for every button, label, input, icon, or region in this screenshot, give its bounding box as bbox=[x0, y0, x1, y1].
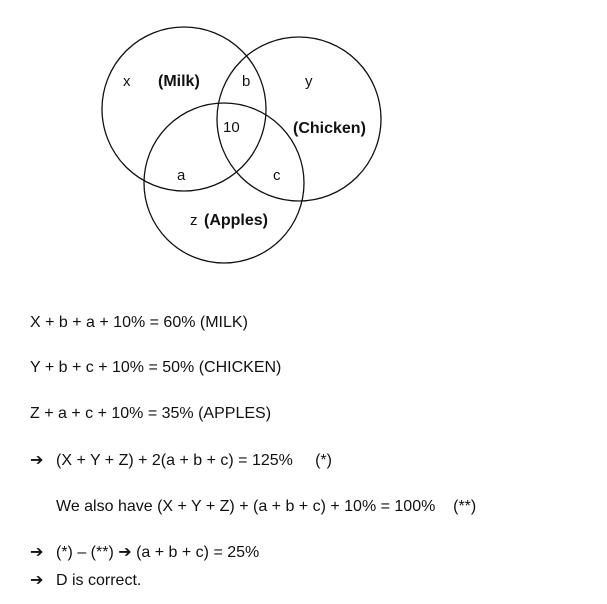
equation-chicken: Y + b + c + 10% = 50% (CHICKEN) bbox=[30, 359, 282, 376]
arrow-icon: ➔ bbox=[30, 572, 44, 589]
arrow-icon: ➔ bbox=[118, 544, 132, 561]
arrow-icon: ➔ bbox=[30, 452, 44, 469]
difference-left: (*) – (**) bbox=[56, 544, 119, 561]
equation-milk: X + b + a + 10% = 60% (MILK) bbox=[30, 314, 248, 331]
equation-double-star: We also have (X + Y + Z) + (a + b + c) + 10% = 100% (**) bbox=[56, 498, 477, 515]
difference-result: (a + b + c) = 25% bbox=[131, 544, 260, 561]
apples-set-label: (Apples) bbox=[204, 212, 268, 229]
region-z-label: z bbox=[190, 212, 198, 229]
equation-difference bbox=[56, 543, 259, 563]
conclusion-text: D is correct. bbox=[56, 572, 142, 589]
venn-diagram bbox=[0, 0, 607, 300]
region-center-label: 10 bbox=[223, 119, 240, 136]
region-b-label: b bbox=[242, 73, 251, 90]
region-c-label: c bbox=[273, 167, 281, 184]
milk-set-label: (Milk) bbox=[158, 73, 200, 90]
equation-apples: Z + a + c + 10% = 35% (APPLES) bbox=[30, 405, 272, 422]
chicken-circle bbox=[217, 37, 381, 201]
equation-star: (X + Y + Z) + 2(a + b + c) = 125% (*) bbox=[56, 452, 332, 469]
region-a-label: a bbox=[177, 167, 186, 184]
chicken-set-label: (Chicken) bbox=[293, 120, 366, 137]
region-x-label: x bbox=[123, 73, 131, 90]
region-y-label: y bbox=[305, 73, 313, 90]
arrow-icon: ➔ bbox=[30, 544, 44, 561]
